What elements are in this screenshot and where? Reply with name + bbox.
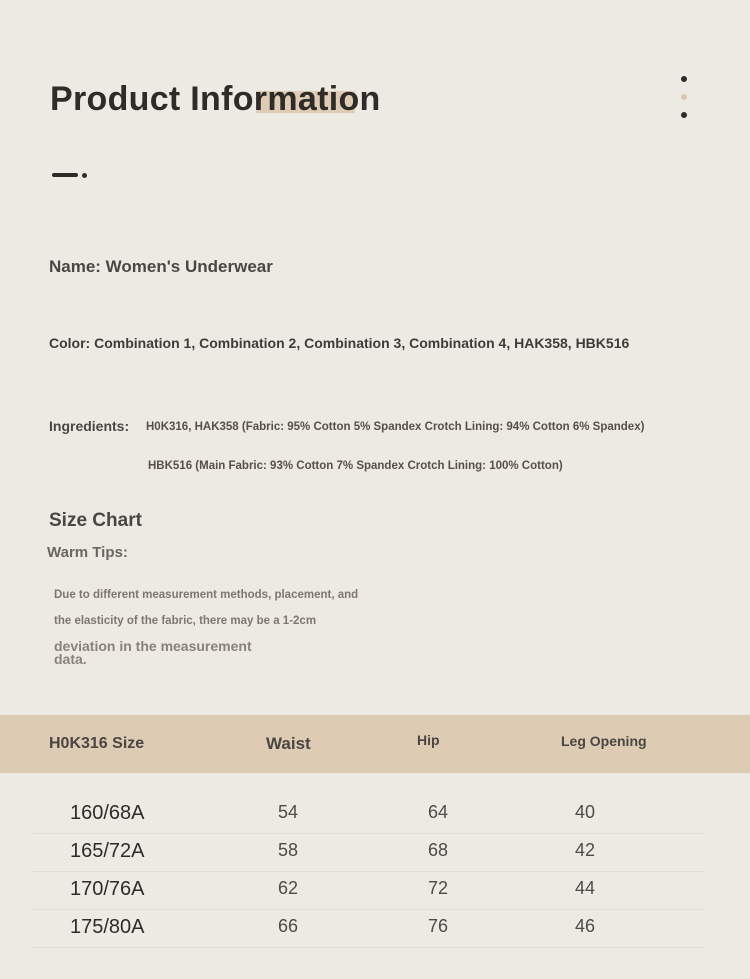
product-color: Color: Combination 1, Combination 2, Combination 3, Combination 4, HAK358, HBK516 [49, 335, 630, 351]
dot-icon [681, 112, 687, 118]
cell-leg-opening: 46 [575, 916, 596, 936]
dot-icon [681, 76, 687, 82]
cell-leg-opening: 44 [575, 878, 596, 898]
tips-line-1: Due to different measurement methods, placement, and [54, 589, 359, 601]
cell-leg-opening: 40 [575, 802, 596, 822]
cell-hip: 72 [428, 878, 449, 898]
cell-waist: 66 [278, 916, 299, 936]
size-chart-heading: Size Chart [49, 510, 142, 531]
tips-line-3: deviation in the measurement data. [54, 638, 252, 667]
ingredients-line-1: H0K316, HAK358 (Fabric: 95% Cotton 5% Spandex Crotch Lining: 94% Cotton 6% Spandex) [146, 421, 645, 433]
cell-leg-opening: 42 [575, 840, 596, 860]
cell-waist: 58 [278, 840, 299, 860]
vertical-dots-icon [681, 76, 689, 130]
decorative-dash [52, 173, 78, 177]
dot-icon [681, 94, 687, 100]
table-row [0, 834, 750, 872]
warm-tips-label: Warm Tips: [47, 544, 128, 561]
cell-waist: 54 [278, 802, 299, 822]
cell-hip: 64 [428, 802, 449, 822]
ingredients-line-2: HBK516 (Main Fabric: 93% Cotton 7% Spandex Crotch Lining: 100% Cotton) [148, 460, 563, 472]
cell-size: 170/76A [70, 878, 145, 900]
cell-size: 160/68A [70, 802, 145, 824]
cell-waist: 62 [278, 878, 299, 898]
table-row [0, 796, 750, 834]
page-title: Product Information [50, 80, 381, 118]
tips-line-2: the elasticity of the fabric, there may be a 1-2cm [54, 615, 317, 627]
cell-size: 175/80A [70, 916, 145, 938]
column-header-waist: Waist [266, 734, 311, 753]
cell-hip: 68 [428, 840, 449, 860]
decorative-dot [82, 173, 87, 178]
column-header-size: H0K316 Size [49, 735, 145, 752]
table-row [0, 910, 750, 948]
ingredients-label: Ingredients: [49, 418, 130, 434]
product-name: Name: Women's Underwear [49, 257, 273, 276]
column-header-leg-opening: Leg Opening [561, 733, 647, 749]
table-row [0, 872, 750, 910]
cell-size: 165/72A [70, 840, 145, 862]
row-divider [32, 947, 704, 948]
size-table-body [0, 796, 750, 948]
column-header-hip: Hip [417, 732, 440, 748]
table-header [0, 715, 750, 773]
cell-hip: 76 [428, 916, 449, 936]
